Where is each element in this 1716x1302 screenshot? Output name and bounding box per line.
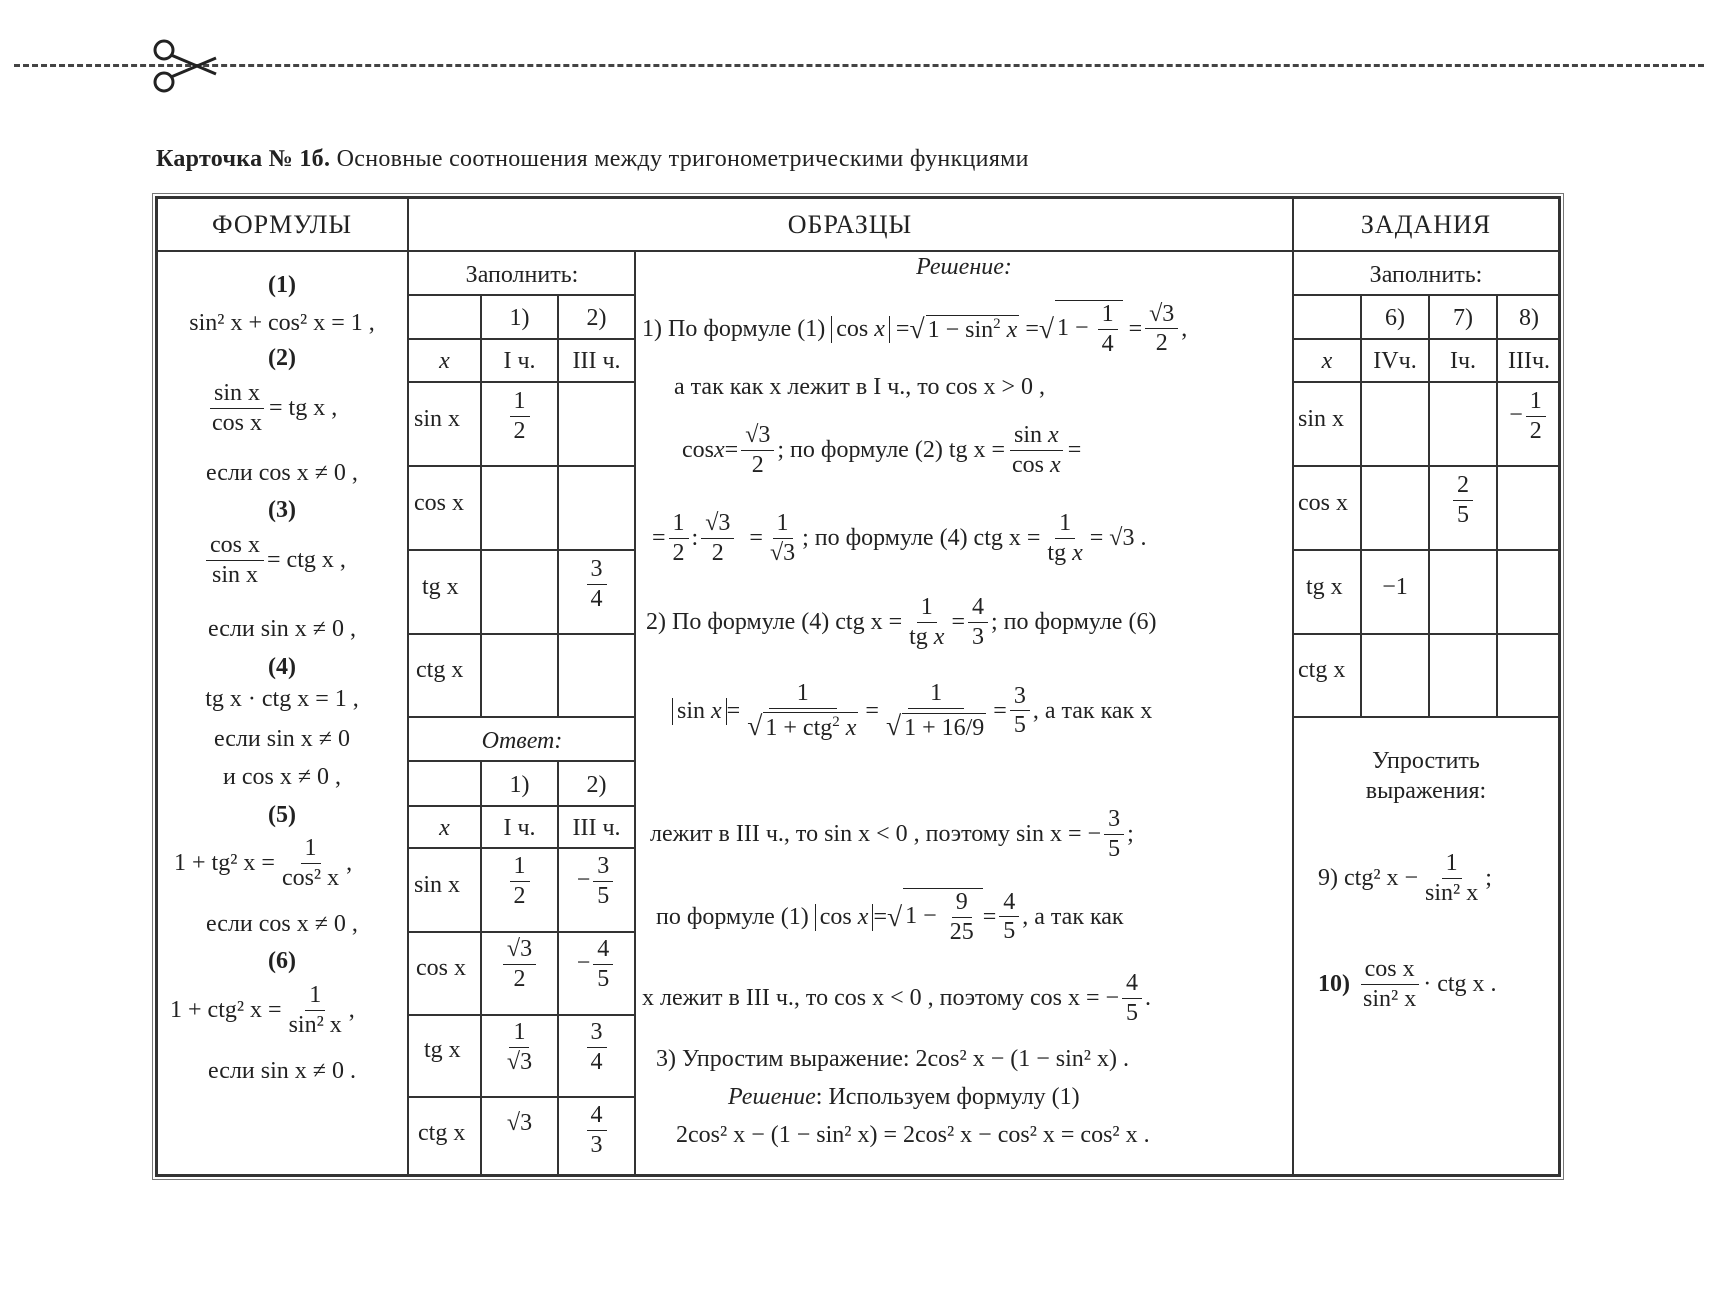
fill-row-cos: cos x <box>414 490 464 516</box>
answer-quarter-1: I ч. <box>503 815 536 841</box>
tasks-sin-8: − $\frac{1}{2}$ <box>1498 388 1560 445</box>
answer-cos-2: − $\frac{4}{5}$ <box>559 936 634 993</box>
formula-1: sin² x + cos² x = 1 , <box>189 310 375 336</box>
condition-5: если cos x ≠ 0 , <box>206 911 358 937</box>
solution-head: Решение: <box>916 254 1012 280</box>
fill-col-1: 1) <box>509 305 530 331</box>
tasks-col-6: 6) <box>1385 305 1405 331</box>
condition-4b: и cos x ≠ 0 , <box>222 764 341 790</box>
cut-line <box>14 64 1704 67</box>
formula-5: 1 + tg² x = $\frac{1}{\text{cos² x}}$ , <box>174 835 353 891</box>
fill-tg-2: $\frac{3}{4}$ <box>559 556 634 613</box>
fill-table-label: Заполнить: <box>465 262 579 288</box>
card-title <box>156 146 1029 173</box>
formula-number-6: (6) <box>268 948 296 974</box>
solution-line-3: = $\frac{1}{2}$ : $\frac{√3}{2}$ = $\frac{1}{√3}$ ; по формуле (4) ctg x = $\frac{1}{\text{tg x}}$ = √3 . <box>652 510 1147 566</box>
tasks-row-sin: sin x <box>1298 406 1345 432</box>
answer-row-cos: cos x <box>416 955 466 981</box>
tasks-table-label: Заполнить: <box>1369 262 1483 288</box>
fill-col-2: 2) <box>586 305 607 331</box>
tasks-col-8: 8) <box>1519 305 1539 331</box>
answer-quarter-2: III ч. <box>572 815 621 841</box>
tasks-x-label: x <box>1321 348 1333 374</box>
header-formulas: ФОРМУЛЫ <box>212 210 352 239</box>
condition-4a: если sin x ≠ 0 <box>214 726 350 752</box>
fill-quarter-2: III ч. <box>572 348 621 374</box>
answer-row-tg: tg x <box>424 1037 461 1063</box>
answer-col-1: 1) <box>509 772 530 798</box>
answer-sin-1: $\frac{1}{2}$ <box>482 853 557 910</box>
formula-number-2: (2) <box>268 345 296 371</box>
answer-table-label: Ответ: <box>481 728 563 754</box>
scissors-icon <box>150 38 220 94</box>
formula-number-4: (4) <box>268 654 296 680</box>
answer-row-sin: sin x <box>414 872 461 898</box>
solution-line-4: 2) По формуле (4) ctg x = $\frac{1}{\text{tg x}}$ = $\frac{4}{3}$ ; по формуле (6) <box>646 594 1157 650</box>
tasks-row-cos: cos x <box>1298 490 1348 516</box>
simplify-task-9: 9) ctg² x − $\frac{1}{\text{sin² x}}$ ; <box>1318 850 1492 906</box>
formula-number-1: (1) <box>268 272 296 298</box>
solution-line-10: Решение: Используем формулу (1) <box>728 1084 1080 1110</box>
formula-number-5: (5) <box>268 802 296 828</box>
answer-row-ctg: ctg x <box>418 1120 466 1146</box>
fill-row-tg: tg x <box>422 574 459 600</box>
fill-sin-1: $\frac{1}{2}$ <box>482 388 557 445</box>
answer-x-label: x <box>439 815 450 841</box>
solution-line-8: x лежит в III ч., то cos x < 0 , поэтому cos x = − $\frac{4}{5}$ . <box>642 970 1152 1026</box>
solution-line-6: лежит в III ч., то sin x < 0 , поэтому sin x = − $\frac{3}{5}$ ; <box>650 806 1134 862</box>
header-tasks: ЗАДАНИЯ <box>1360 210 1492 239</box>
fill-quarter-1: I ч. <box>503 348 536 374</box>
simplify-task-10: 10) $\frac{\text{cos x}}{\text{sin² x}}$ · ctg x . <box>1318 956 1497 1012</box>
formula-4: tg x · ctg x = 1 , <box>205 686 359 712</box>
tasks-quarter-8: IIIч. <box>1507 348 1551 374</box>
solution-line-1b: a так как x лежит в I ч., то cos x > 0 , <box>674 374 1045 400</box>
condition-3: если sin x ≠ 0 , <box>208 616 356 642</box>
answer-tg-2: $\frac{3}{4}$ <box>559 1019 634 1076</box>
answer-tg-1: $\frac{1}{√3}$ <box>506 1019 533 1075</box>
header-samples: ОБРАЗЦЫ <box>787 210 913 239</box>
formula-2: $\frac{\text{sin x}}{\text{cos x}}$ = tg x , <box>205 380 337 437</box>
answer-cos-1: $\frac{√3}{2}$ <box>482 936 557 993</box>
solution-line-11: 2cos² x − (1 − sin² x) = 2cos² x − cos² x = cos² x . <box>676 1122 1150 1148</box>
tasks-quarter-7: Iч. <box>1449 348 1477 374</box>
formula-number-3: (3) <box>268 497 296 523</box>
simplify-label-2: выражения: <box>1365 778 1487 804</box>
tasks-quarter-6: IVч. <box>1373 348 1417 374</box>
fill-row-sin: sin x <box>414 406 461 432</box>
solution-line-5: sin x = 1 √ 1 + ctg$^2$ x = 1 √ 1 + 16/9 = $\frac{3}{5}$ , а так как x <box>672 680 1152 742</box>
tasks-row-ctg: ctg x <box>1298 657 1346 683</box>
answer-ctg-1: √3 <box>506 1110 533 1136</box>
answer-col-2: 2) <box>586 772 607 798</box>
condition-2: если cos x ≠ 0 , <box>206 460 358 486</box>
tasks-row-tg: tg x <box>1306 574 1343 600</box>
answer-sin-2: − $\frac{3}{5}$ <box>559 853 634 910</box>
card-subject: Основные соотношения между тригонометрическими функциями <box>336 146 1029 172</box>
solution-line-7: по формуле (1) cos x = √ 1 − $\frac{9}{25}$ = $\frac{4}{5}$ , а так как <box>656 888 1124 946</box>
solution-line-1: 1) По формуле (1) cos x = √ $1 - \sin^2 x$ = √ 1 − $\frac{1}{4}$ = $\frac{√3}{2}$ , <box>642 300 1187 358</box>
solution-line-2: cos x = $\frac{√3}{2}$ ; по формуле (2) tg x = $\frac{\text{sin x}}{\text{cos x}}$ = <box>682 422 1082 478</box>
fill-x-label: x <box>439 348 450 374</box>
simplify-label-1: Упростить <box>1372 748 1480 774</box>
formula-3: $\frac{\text{cos x}}{\text{sin x}}$ = ctg x , <box>203 532 346 589</box>
tasks-tg-6: −1 <box>1382 574 1408 600</box>
solution-line-9: 3) Упростим выражение: 2cos² x − (1 − sin² x) . <box>656 1046 1129 1072</box>
answer-ctg-2: $\frac{4}{3}$ <box>559 1102 634 1159</box>
card-number: Карточка № 1б. <box>156 146 331 172</box>
tasks-cos-7: $\frac{2}{5}$ <box>1430 472 1496 529</box>
formula-6: 1 + ctg² x = $\frac{1}{\text{sin² x}}$ , <box>170 982 355 1038</box>
tasks-col-7: 7) <box>1453 305 1473 331</box>
fill-row-ctg: ctg x <box>416 657 464 683</box>
condition-6: если sin x ≠ 0 . <box>208 1058 356 1084</box>
